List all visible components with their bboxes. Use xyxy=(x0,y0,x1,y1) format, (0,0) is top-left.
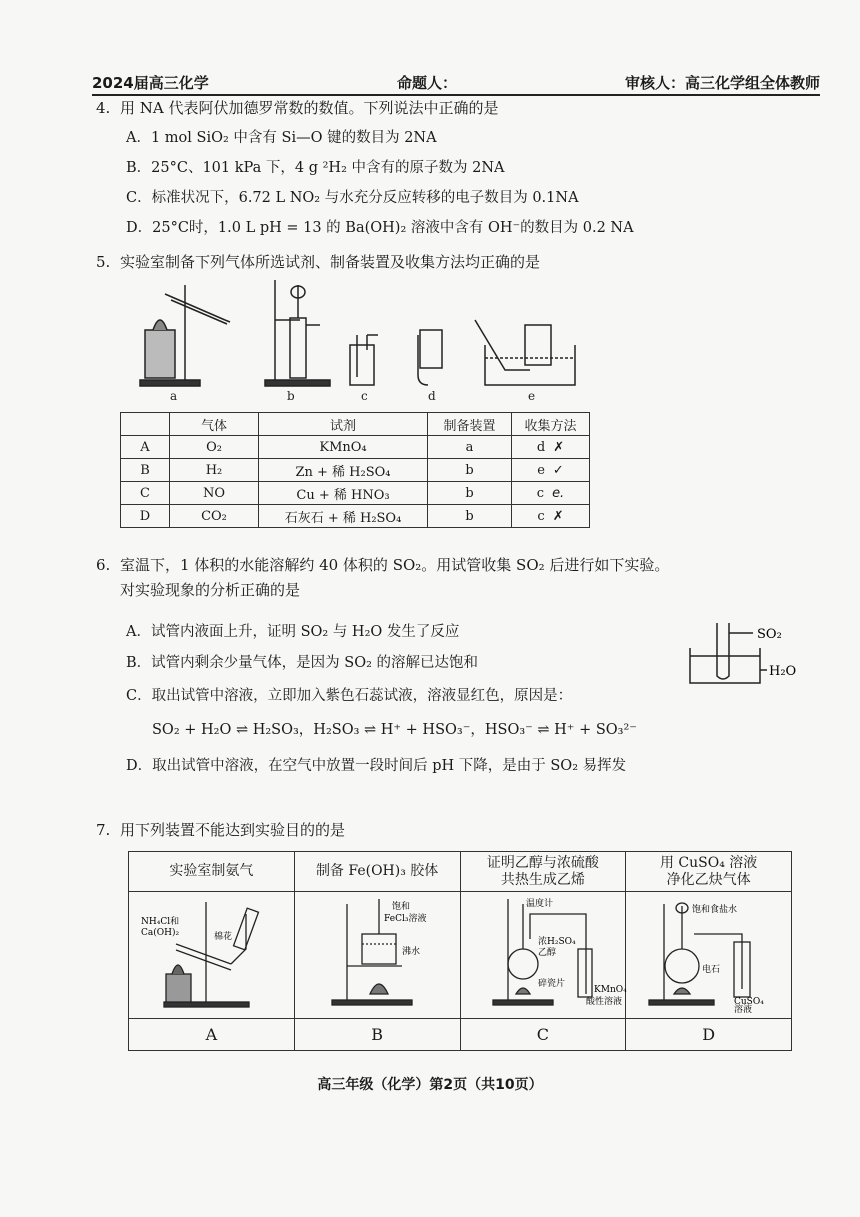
handwritten-mark: e. xyxy=(552,485,565,501)
table-row: A O₂ KMnO₄ a d ✗ xyxy=(121,436,590,459)
question-6-stem-2: 对实验现象的分析正确的是 xyxy=(120,581,301,599)
svg-text:FeCl₃溶液: FeCl₃溶液 xyxy=(384,914,427,924)
apparatus-label-a: a xyxy=(170,389,178,403)
apparatus-label-e: e xyxy=(528,389,536,403)
apparatus-fig-b xyxy=(302,894,452,1012)
svg-text:碎瓷片: 碎瓷片 xyxy=(537,979,565,989)
question-5: 5. 实验室制备下列气体所选试剂、制备装置及收集方法均正确的是 xyxy=(96,253,541,271)
apparatus-a xyxy=(140,285,230,386)
q4-option-c: C．标准状况下，6.72 L NO₂ 与水充分反应转移的电子数目为 0.1NA xyxy=(126,190,579,206)
header-author: 命题人： xyxy=(397,74,458,92)
handwritten-mark: ✓ xyxy=(552,462,564,478)
table-row: B H₂ Zn + 稀 H₂SO₄ b e ✓ xyxy=(121,459,590,482)
table-row: D CO₂ 石灰石 + 稀 H₂SO₄ b c ✗ xyxy=(121,505,590,528)
apparatus-e xyxy=(475,320,575,385)
option-letter-c: C xyxy=(460,1019,626,1051)
figure-cell-b xyxy=(294,892,460,1019)
q6-option-b: B．试管内剩余少量气体，是因为 SO₂ 的溶解已达饱和 xyxy=(126,655,479,671)
question-7-stem: 用下列装置不能达到实验目的的是 xyxy=(120,821,346,839)
table-row xyxy=(129,1019,792,1051)
page-footer: 高三年级（化学）第2页（共10页） xyxy=(317,1077,543,1093)
figure-cell-a xyxy=(129,892,295,1019)
apparatus-c xyxy=(350,335,378,385)
q6-option-a: A．试管内液面上升，证明 SO₂ 与 H₂O 发生了反应 xyxy=(126,624,460,640)
svg-text:饱和食盐水: 饱和食盐水 xyxy=(691,905,737,915)
question-5-stem: 实验室制备下列气体所选试剂、制备装置及收集方法均正确的是 xyxy=(120,253,541,271)
apparatus-label-d: d xyxy=(428,389,436,403)
q6-option-d: D．取出试管中溶液，在空气中放置一段时间后 pH 下降，是由于 SO₂ 易挥发 xyxy=(126,758,627,774)
handwritten-mark: ✗ xyxy=(552,508,564,524)
q6-label-so2: SO₂ xyxy=(757,627,782,642)
option-letter-b: B xyxy=(294,1019,460,1051)
option-letter-d: D xyxy=(626,1019,792,1051)
table-row: C NO Cu + 稀 HNO₃ b c e. xyxy=(121,482,590,505)
svg-text:Ca(OH)₂: Ca(OH)₂ xyxy=(141,928,180,938)
apparatus-d xyxy=(418,330,442,385)
header-reviewer: 审核人：高三化学组全体教师 xyxy=(624,74,820,92)
svg-text:酸性溶液: 酸性溶液 xyxy=(585,997,622,1007)
q4-option-a: A．1 mol SiO₂ 中含有 Si—O 键的数目为 2NA xyxy=(126,130,437,146)
svg-text:溶液: 溶液 xyxy=(733,1005,752,1015)
q7-table xyxy=(128,851,792,1051)
table-row xyxy=(129,892,792,1019)
svg-text:KMnO₄: KMnO₄ xyxy=(593,985,627,995)
svg-text:温度计: 温度计 xyxy=(525,899,553,909)
figure-cell-c xyxy=(460,892,626,1019)
apparatus-label-c: c xyxy=(361,389,368,403)
svg-text:浓H₂SO₄: 浓H₂SO₄ xyxy=(537,937,576,947)
q4-option-d: D．25°C时，1.0 L pH = 13 的 Ba(OH)₂ 溶液中含有 OH⁻的数目为 0.2 NA xyxy=(126,220,634,236)
handwritten-mark: ✗ xyxy=(553,439,565,455)
question-6: 6. 室温下，1 体积的水能溶解约 40 体积的 SO₂。用试管收集 SO₂ 后进行如下实验。 xyxy=(96,556,670,574)
page-header xyxy=(92,70,820,96)
apparatus-fig-d xyxy=(634,894,784,1015)
svg-text:电石: 电石 xyxy=(701,965,720,975)
table-header-row: 实验室制氨气 制备 Fe(OH)₃ 胶体 证明乙醇与浓硫酸 共热生成乙烯 用 CuSO₄ 溶液 净化乙炔气体 xyxy=(129,852,792,892)
q6-equations: SO₂ + H₂O ⇌ H₂SO₃，H₂SO₃ ⇌ H⁺ + HSO₃⁻，HSO₃⁻ ⇌ H⁺ + SO₃²⁻ xyxy=(152,722,637,738)
q6-label-h2o: H₂O xyxy=(769,664,797,679)
q5-table xyxy=(120,412,590,528)
svg-text:乙醇: 乙醇 xyxy=(537,948,556,958)
apparatus-fig-a xyxy=(136,894,286,1012)
svg-text:饱和: 饱和 xyxy=(392,902,411,912)
apparatus-label-b: b xyxy=(287,389,295,403)
svg-text:CuSO₄: CuSO₄ xyxy=(733,997,764,1007)
apparatus-fig-c xyxy=(468,894,627,1012)
svg-text:沸水: 沸水 xyxy=(402,947,421,957)
question-6-stem: 室温下，1 体积的水能溶解约 40 体积的 SO₂。用试管收集 SO₂ 后进行如下实验。 xyxy=(120,556,670,574)
question-7: 7. 用下列装置不能达到实验目的的是 xyxy=(96,821,346,839)
option-letter-a: A xyxy=(129,1019,295,1051)
figure-cell-d xyxy=(626,892,792,1019)
q6-testtube-figure xyxy=(685,618,805,698)
table-header-row: 气体 试剂 制备装置 收集方法 xyxy=(121,413,590,436)
q5-apparatus-figure xyxy=(135,280,585,405)
header-course: 2024届高三化学 xyxy=(92,74,209,92)
apparatus-b xyxy=(265,280,330,386)
svg-text:棉花: 棉花 xyxy=(214,932,233,942)
q4-option-b: B．25°C、101 kPa 下，4 g ²H₂ 中含有的原子数为 2NA xyxy=(126,160,505,176)
question-4: 4. 用 NA 代表阿伏加德罗常数的数值。下列说法中正确的是 xyxy=(96,99,499,117)
question-4-stem: 用 NA 代表阿伏加德罗常数的数值。下列说法中正确的是 xyxy=(120,99,499,117)
svg-text:NH₄Cl和: NH₄Cl和 xyxy=(141,917,180,927)
q6-option-c: C．取出试管中溶液，立即加入紫色石蕊试液，溶液显红色，原因是： xyxy=(126,688,573,704)
